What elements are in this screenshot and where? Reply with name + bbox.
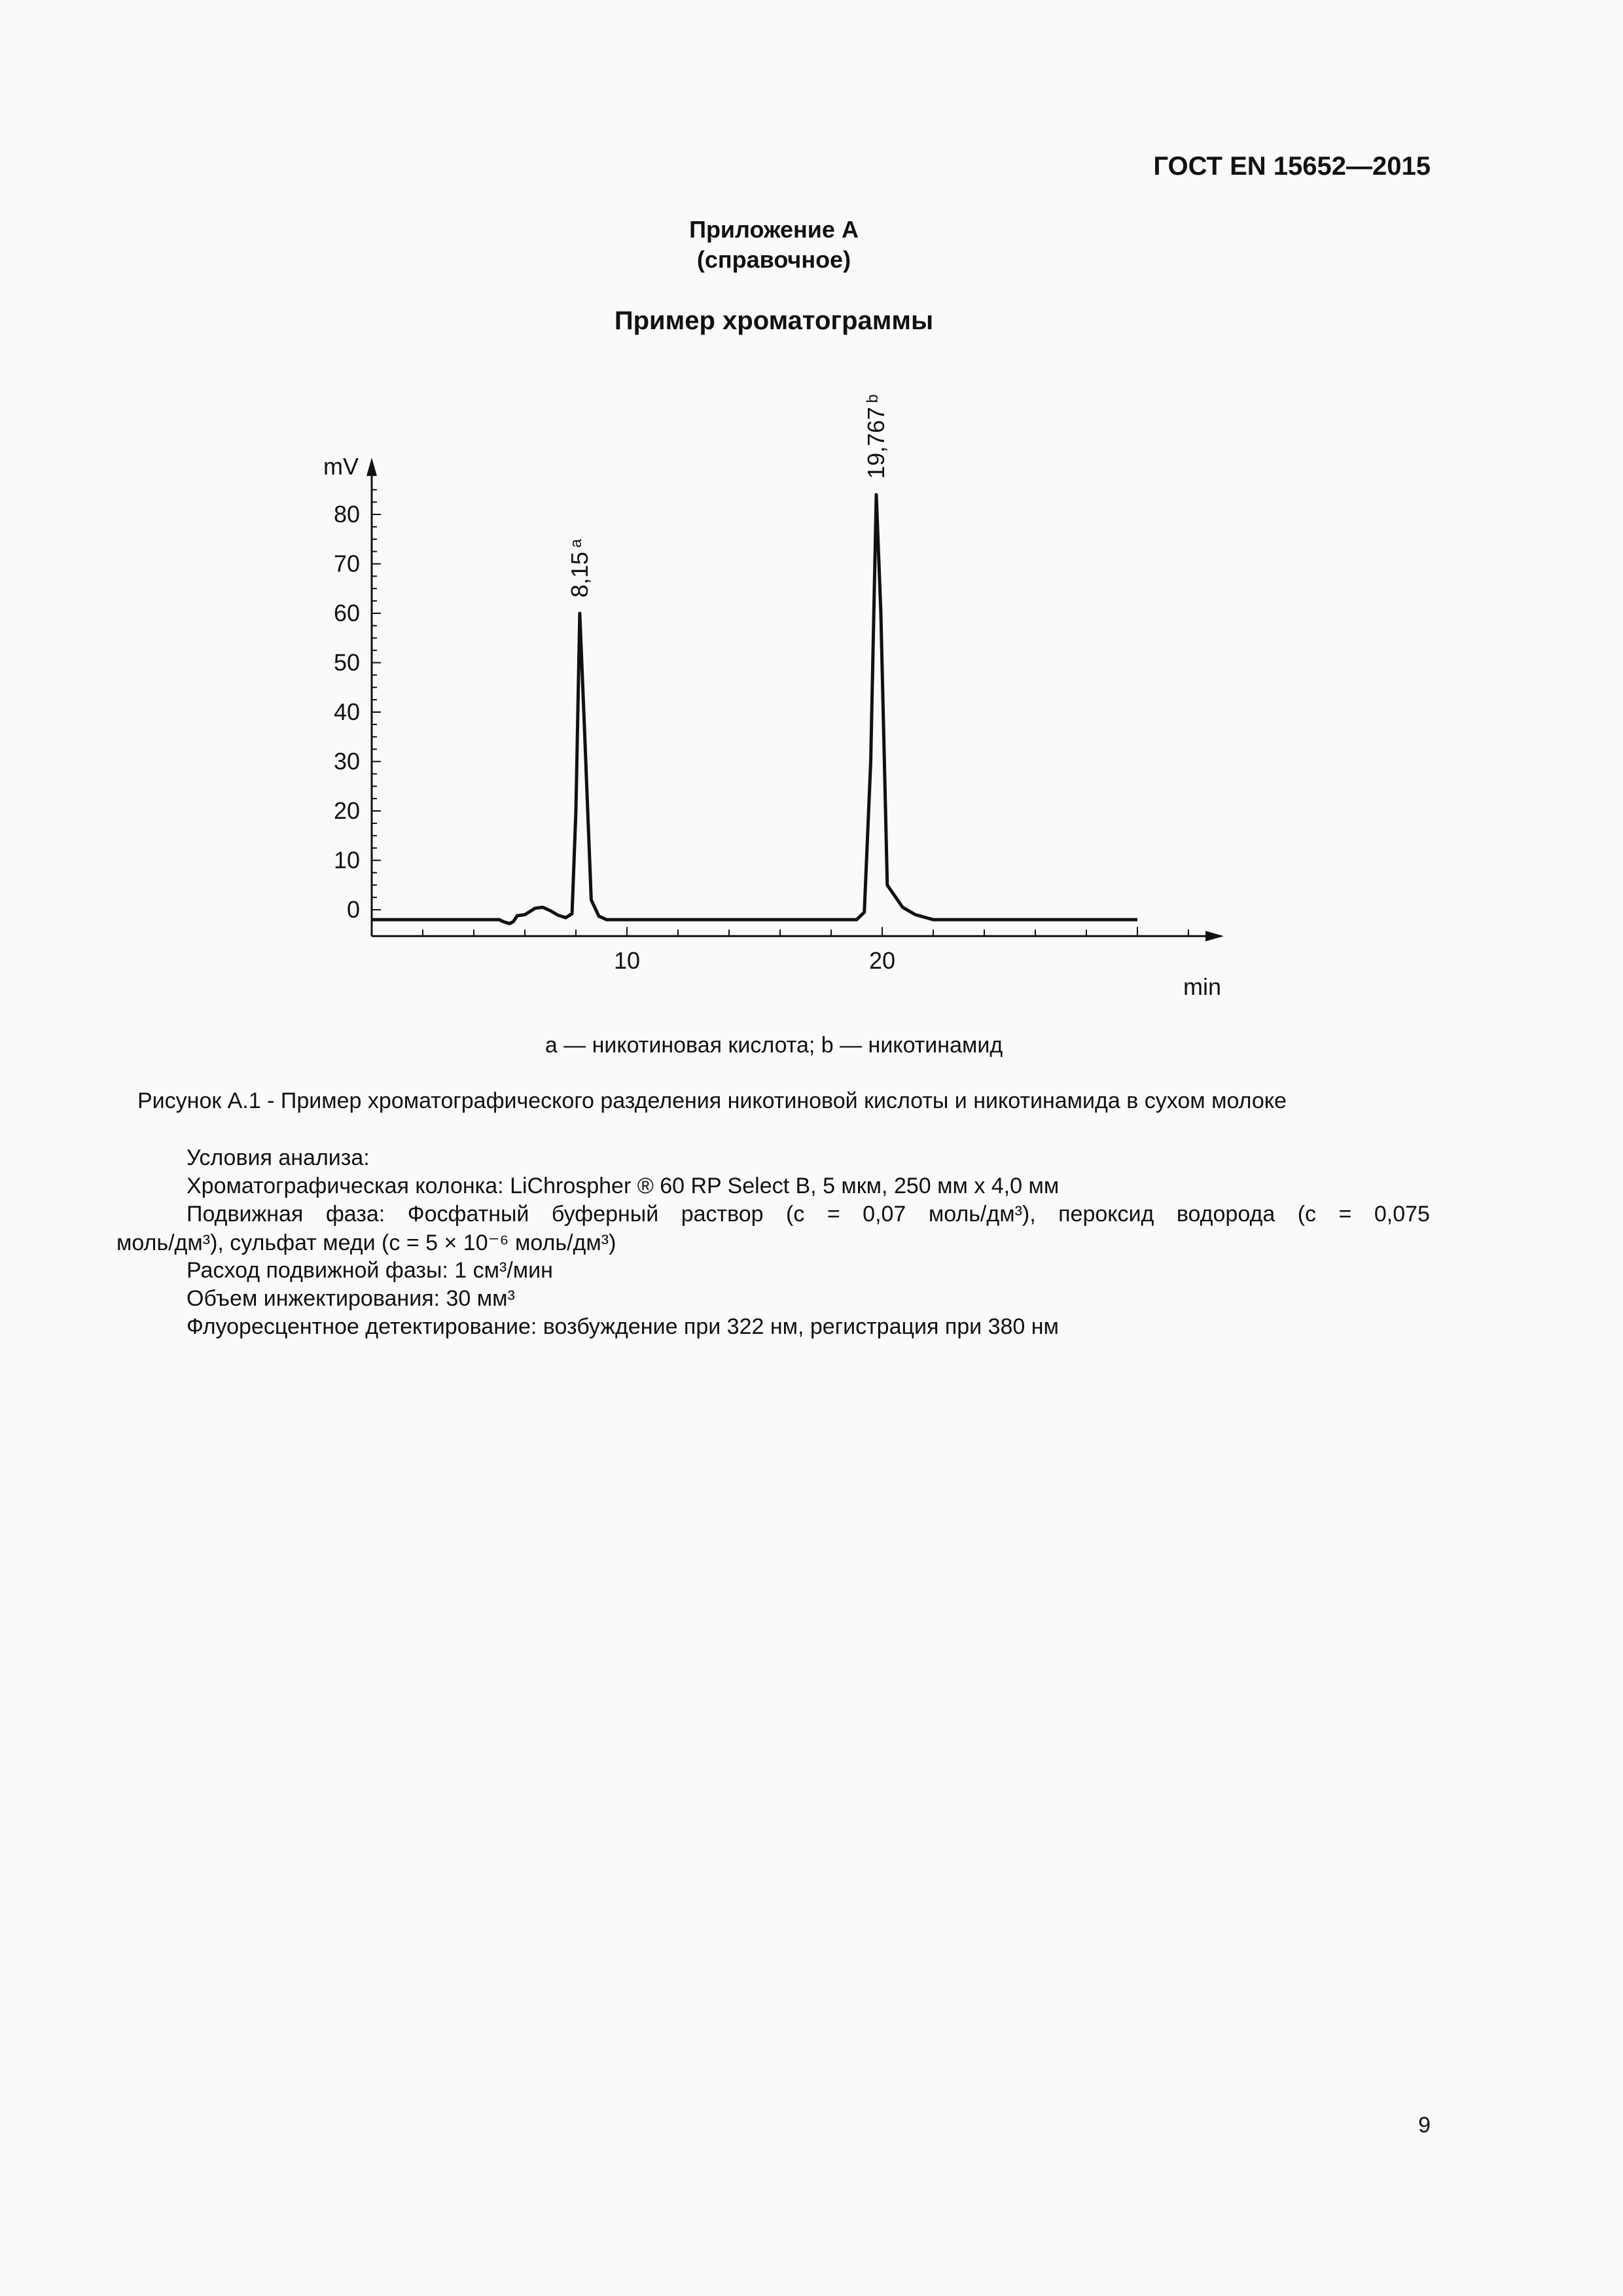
- peak-retention-time: 8,15: [565, 551, 593, 598]
- conditions-intro: Условия анализа:: [187, 1145, 370, 1170]
- conditions-injection: Объем инжектирования: 30 мм³: [187, 1286, 515, 1311]
- chart-legend: а — никотиновая кислота; b — никотинамид: [544, 1033, 1003, 1058]
- page-number: 9: [1418, 2113, 1431, 2138]
- mobile-phase-word: раствор: [681, 1202, 764, 1227]
- annex-subtitle: (справочное): [696, 246, 851, 273]
- mobile-phase-word: (с: [786, 1202, 805, 1227]
- peak-label: [863, 394, 889, 478]
- y-tick-label: 60: [333, 600, 360, 626]
- conditions-flow: Расход подвижной фазы: 1 см³/мин: [187, 1258, 553, 1283]
- mobile-phase-word: Фосфатный: [407, 1202, 529, 1227]
- chromatogram-svg: [249, 367, 1230, 1021]
- chromatogram-chart: [249, 367, 1230, 1021]
- chromatogram-trace: [372, 495, 1137, 924]
- mobile-phase-word: (с: [1297, 1202, 1317, 1227]
- y-axis-label: mV: [323, 453, 359, 480]
- x-tick-label: 10: [613, 947, 641, 975]
- y-tick-label: 30: [333, 747, 360, 775]
- y-axis-arrow: [366, 457, 377, 476]
- y-tick-label: 20: [333, 797, 360, 824]
- y-tick-label: 50: [333, 649, 360, 676]
- mobile-phase-word: =: [827, 1202, 840, 1227]
- y-tick-label: 0: [346, 896, 360, 923]
- peak-label: [566, 539, 593, 598]
- mobile-phase-word: Подвижная: [187, 1202, 304, 1227]
- annex-title: Приложение А: [689, 216, 859, 243]
- x-axis-label: min: [1183, 973, 1221, 1001]
- conditions-column: Хроматографическая колонка: LiChrospher ® 60 RP Select B, 5 мкм, 250 мм х 4,0 мм: [187, 1174, 1060, 1198]
- mobile-phase-word: моль/дм³),: [928, 1202, 1036, 1227]
- mobile-phase-word: 0,075: [1374, 1202, 1430, 1227]
- mobile-phase-word: 0,07: [863, 1202, 906, 1227]
- y-tick-label: 70: [333, 550, 360, 577]
- mobile-phase-word: фаза:: [325, 1202, 385, 1227]
- x-axis-arrow: [1205, 931, 1224, 941]
- mobile-phase-word: буферный: [551, 1202, 659, 1227]
- standard-number: ГОСТ EN 15652—2015: [1153, 152, 1431, 181]
- y-tick-label: 10: [333, 846, 360, 874]
- peak-retention-time: 19,767: [862, 406, 889, 479]
- conditions-detection: Флуоресцентное детектирование: возбуждение при 322 нм, регистрация при 380 нм: [187, 1314, 1059, 1339]
- conditions-mobile-phase-cont: моль/дм³), сульфат меди (с = 5 × 10⁻⁶ моль/дм³): [116, 1230, 616, 1255]
- mobile-phase-word: пероксид: [1058, 1202, 1154, 1227]
- conditions-mobile-phase: [187, 1202, 1430, 1227]
- peak-marker: b: [863, 394, 882, 403]
- peak-marker: a: [567, 539, 585, 548]
- figure-caption: Рисунок А.1 - Пример хроматографического разделения никотиновой кислоты и никотинамида в сухом молоке: [137, 1088, 1287, 1113]
- mobile-phase-word: водорода: [1176, 1202, 1275, 1227]
- y-tick-label: 40: [333, 698, 360, 725]
- mobile-phase-word: =: [1338, 1202, 1352, 1227]
- x-tick-label: 20: [868, 947, 896, 975]
- annex-heading: Пример хроматограммы: [614, 306, 934, 335]
- y-tick-label: 80: [333, 501, 360, 528]
